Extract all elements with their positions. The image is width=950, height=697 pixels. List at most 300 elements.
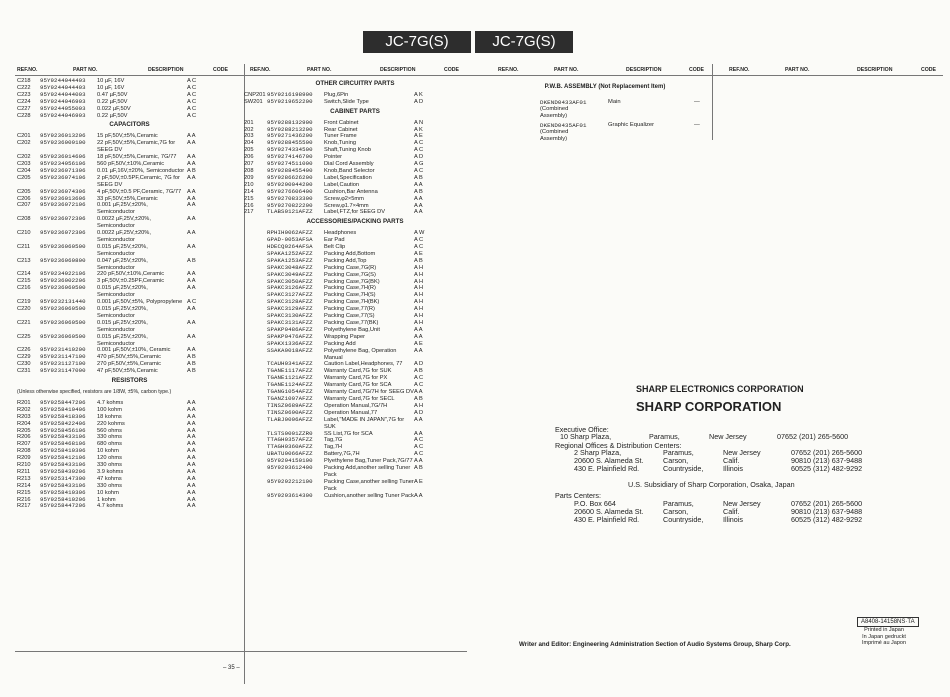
code: — bbox=[694, 122, 700, 128]
code: A C bbox=[414, 244, 424, 251]
address-field: New Jersey bbox=[723, 499, 761, 508]
code: A B bbox=[414, 368, 423, 375]
description: 0.015 µF,25V,±20%, Semiconductor bbox=[97, 333, 148, 347]
address-field: Calif. bbox=[723, 456, 740, 466]
ref-no: C215 bbox=[17, 278, 31, 285]
description: Switch,Slide Type bbox=[324, 98, 369, 105]
subsidiary-note: U.S. Subsidiary of Sharp Corporation, Osaka, Japan bbox=[628, 480, 795, 489]
description: Packing Case,77(S) bbox=[324, 313, 375, 320]
code: A A bbox=[187, 140, 196, 147]
part-no: 95Y9234922106 bbox=[40, 270, 86, 278]
description: Battery,7G,7H bbox=[324, 451, 360, 458]
ref-no: 209 bbox=[244, 174, 254, 181]
part-no: 95Y9258447206 bbox=[40, 502, 86, 510]
address-line bbox=[574, 516, 862, 524]
ref-no: C221 bbox=[17, 319, 31, 326]
ref-no: R204 bbox=[17, 420, 31, 427]
description: Plyethylene Bag,Tuner Pack,7G/77 bbox=[324, 458, 413, 465]
address-field: (213) 637-9488 bbox=[813, 456, 863, 466]
address-field: (201) 265-5600 bbox=[813, 448, 863, 457]
ref-no bbox=[244, 334, 267, 341]
ref-no: C222 bbox=[17, 84, 31, 91]
code: A A bbox=[187, 188, 196, 195]
part-no: SPAKA1253AFZZ bbox=[267, 256, 313, 264]
description: Operation Manual,7G/7H bbox=[324, 402, 388, 409]
description: Packing Case,7H(S) bbox=[324, 292, 376, 299]
description: 3 pF,50V,±0.25PF,Ceramic bbox=[97, 278, 165, 285]
ref-no: 204 bbox=[244, 140, 254, 147]
pwb-row bbox=[498, 122, 712, 143]
pwb-part bbox=[540, 122, 596, 143]
code: A B bbox=[187, 361, 196, 368]
part-no: 95Y9244046903 bbox=[40, 111, 86, 119]
part-no: SPAKP0486AFZZ bbox=[267, 325, 313, 333]
ref-no bbox=[244, 237, 267, 244]
description: Knob,Tuning bbox=[324, 140, 357, 147]
part-no: 95Y9258410306 bbox=[40, 447, 86, 455]
ref-no: C205 bbox=[17, 174, 31, 181]
code: A H bbox=[414, 313, 424, 320]
code: A C bbox=[414, 140, 424, 147]
part-no: 95Y9244044003 bbox=[40, 90, 86, 98]
part-no: SPAKC3050AFZZ bbox=[267, 277, 313, 285]
address-field: 60525 bbox=[791, 464, 811, 474]
ref-no bbox=[244, 341, 267, 348]
code: A A bbox=[187, 462, 196, 469]
code: A E bbox=[414, 250, 423, 257]
ref-no: C229 bbox=[17, 354, 31, 361]
part-no: 95Y9231147000 bbox=[40, 367, 86, 375]
part-no: 95Y9236060500 bbox=[40, 242, 86, 250]
table-row bbox=[244, 99, 466, 106]
part-no: 95Y9292212100 bbox=[267, 477, 313, 485]
table-row bbox=[17, 320, 242, 334]
code: A D bbox=[414, 361, 424, 368]
description: 10 µF, 16V bbox=[97, 78, 125, 84]
part-no: 95Y9271436200 bbox=[267, 132, 313, 140]
address-field: Illinois bbox=[723, 464, 743, 474]
code: A C bbox=[414, 237, 424, 244]
ref-no bbox=[244, 230, 267, 237]
address-line bbox=[560, 432, 848, 441]
part-no: 95Y9290044200 bbox=[267, 180, 313, 188]
description: Front Cabinet bbox=[324, 119, 359, 126]
description: Warranty Card,7G for SCA bbox=[324, 382, 392, 389]
code: A C bbox=[187, 112, 197, 119]
description: Dial Cord Assembly bbox=[324, 161, 374, 168]
description: 470 pF,50V,±5%,Ceramic bbox=[97, 354, 161, 361]
code: A A bbox=[187, 503, 196, 510]
code: A A bbox=[187, 230, 196, 237]
address-field: 430 E. Plainfield Rd. bbox=[574, 464, 640, 474]
col-header-ref: REF.NO. bbox=[729, 67, 750, 73]
code: A A bbox=[187, 347, 196, 354]
description: Plug,6Pin bbox=[324, 91, 349, 98]
description: Cushion,another selling Tuner Pack bbox=[324, 492, 414, 499]
description: 18 pF,50V,±5%,Ceramic, 7G/77 bbox=[97, 154, 177, 161]
description: Packing Add,Top bbox=[324, 257, 367, 264]
address-line bbox=[574, 465, 862, 473]
description: Polyethylene Bag,Unit bbox=[324, 326, 380, 333]
part-no: 95Y9236060500 bbox=[40, 318, 86, 326]
ref-no: R202 bbox=[17, 406, 31, 413]
code: A A bbox=[414, 416, 423, 423]
part-no: 95Y9236074306 bbox=[40, 187, 86, 195]
ref-no bbox=[244, 292, 267, 299]
description: 18 kohms bbox=[97, 413, 122, 420]
ref-no bbox=[244, 327, 267, 334]
pwb-part bbox=[540, 99, 596, 120]
ref-no bbox=[244, 306, 267, 313]
part-no: SPAKX1336AFZZ bbox=[267, 339, 313, 347]
table-row bbox=[17, 113, 242, 120]
part-no: 95Y9234956106 bbox=[40, 159, 86, 167]
ref-no: C214 bbox=[17, 271, 31, 278]
combined-note: (Combined Assembly) bbox=[540, 106, 569, 119]
code: A A bbox=[187, 399, 196, 406]
code: A E bbox=[414, 478, 423, 485]
address-field: (312) 482-9292 bbox=[813, 515, 863, 525]
part-no: 95Y9288213200 bbox=[267, 125, 313, 133]
table-row bbox=[17, 230, 242, 244]
address-field: (213) 637-9488 bbox=[813, 507, 863, 517]
ref-no bbox=[244, 251, 267, 258]
table-row bbox=[244, 209, 466, 216]
address-field: Paramus, bbox=[649, 432, 680, 441]
address-field: 20600 S. Alameda St. bbox=[574, 456, 644, 466]
ref-no: C219 bbox=[17, 299, 31, 306]
ref-no: 206 bbox=[244, 154, 254, 161]
description: 2 pF,50V,±0.5PF,Ceramic, 7G for SEEG DV bbox=[97, 174, 180, 188]
description: Warranty Card,7G for SUK bbox=[324, 368, 392, 375]
part-no: 95Y9231127100 bbox=[40, 360, 86, 368]
description: Label,FTZ,for SEEG DV bbox=[324, 209, 386, 216]
description: Main bbox=[608, 99, 621, 105]
code: A C bbox=[414, 444, 424, 451]
ref-no bbox=[244, 244, 267, 251]
table-row bbox=[17, 216, 242, 230]
description: 0.47 µF,50V bbox=[97, 91, 128, 98]
code: A H bbox=[414, 285, 424, 292]
ref-no: R208 bbox=[17, 448, 31, 455]
address-field: Carson, bbox=[663, 456, 689, 466]
ref-no: R207 bbox=[17, 441, 31, 448]
ref-no: C224 bbox=[17, 98, 31, 105]
parts-centers-addresses bbox=[0, 500, 862, 525]
ref-no bbox=[244, 299, 267, 306]
description: Graphic Equalizer bbox=[608, 122, 655, 128]
ref-no: C213 bbox=[17, 257, 31, 264]
code: A A bbox=[414, 492, 423, 499]
code: A A bbox=[414, 389, 423, 396]
description: 0.01 µF,16V,±20%, Semiconductor bbox=[97, 167, 185, 174]
address-field: Countryside, bbox=[663, 464, 704, 474]
ref-no bbox=[244, 320, 267, 327]
ref-no: R211 bbox=[17, 468, 31, 475]
part-no: 95Y9236071306 bbox=[40, 166, 86, 174]
bottom-rule bbox=[15, 651, 467, 652]
ref-no: 216 bbox=[244, 202, 254, 209]
code: A B bbox=[414, 465, 423, 472]
table-row bbox=[17, 244, 242, 258]
ref-no bbox=[244, 396, 267, 403]
regional-offices-addresses bbox=[0, 449, 862, 474]
code: A C bbox=[187, 78, 197, 84]
pwb-section bbox=[498, 84, 712, 145]
address-field: (201) 265-5600 bbox=[799, 432, 849, 441]
table-row bbox=[17, 140, 242, 154]
ref-no: C204 bbox=[17, 167, 31, 174]
ref-no: 202 bbox=[244, 126, 254, 133]
col-header-ref: REF.NO. bbox=[498, 67, 519, 73]
ref-no: 207 bbox=[244, 161, 254, 168]
column-divider bbox=[712, 64, 713, 140]
code: A H bbox=[414, 278, 424, 285]
combined-note: (Combined Assembly) bbox=[540, 129, 569, 142]
description: 33 pF,50V,±5%,Ceramic bbox=[97, 195, 158, 202]
description: 270 pF,50V,±5%,Ceramic bbox=[97, 361, 161, 368]
page-number: – 35 – bbox=[223, 665, 240, 671]
ref-no: C218 bbox=[17, 78, 31, 84]
description: Packing Case,7G(BK) bbox=[324, 278, 380, 285]
part-no: SPAKC3048AFZZ bbox=[267, 263, 313, 271]
section-heading: ACCESSORIES/PACKING PARTS bbox=[306, 218, 404, 226]
description: 0.22 µF,50V bbox=[97, 112, 128, 119]
ref-no: C226 bbox=[17, 347, 31, 354]
code: A E bbox=[414, 340, 423, 347]
col-header-desc: DESCRIPTION bbox=[148, 67, 184, 73]
code: A E bbox=[414, 133, 423, 140]
code: A C bbox=[187, 105, 197, 112]
ref-no bbox=[244, 313, 267, 320]
address-field: 2 Sharp Plaza, bbox=[574, 448, 622, 457]
code: A H bbox=[414, 271, 424, 278]
address-field: (312) 482-9292 bbox=[813, 464, 863, 474]
description: 0.0022 µF,25V,±20%, Semiconductor bbox=[97, 230, 151, 243]
pwb-title: P.W.B. ASSEMBLY (Not Replacement Item) bbox=[544, 84, 666, 90]
part-no: 95Y9236013206 bbox=[40, 132, 86, 140]
code: A C bbox=[414, 147, 424, 154]
part-no: 95Y9293614300 bbox=[267, 491, 313, 499]
part-no: 95Y9258456106 bbox=[40, 426, 86, 434]
code: A A bbox=[187, 174, 196, 181]
description: 100 kohm bbox=[97, 406, 122, 413]
description: Warranty Card,7G/7H for SEEG DV bbox=[324, 389, 414, 396]
part-no: 95Y9236074106 bbox=[40, 173, 86, 181]
ref-no: 205 bbox=[244, 147, 254, 154]
header-rule bbox=[15, 75, 943, 76]
description: 330 ohms bbox=[97, 462, 122, 469]
address-field: 20600 S. Alameda St. bbox=[574, 507, 644, 517]
ref-no: R215 bbox=[17, 489, 31, 496]
ref-no: 201 bbox=[244, 119, 254, 126]
ref-no: C228 bbox=[17, 112, 31, 119]
part-no: TLABJ0006AFZZ bbox=[267, 415, 313, 423]
code: A G bbox=[414, 161, 424, 168]
ref-no: C207 bbox=[17, 202, 31, 209]
col-header-part: PART NO. bbox=[307, 67, 332, 73]
part-no: SPAKC3126AFZZ bbox=[267, 284, 313, 292]
ref-no: 210 bbox=[244, 181, 254, 188]
code: A B bbox=[187, 257, 196, 264]
address-field: 07652 bbox=[791, 499, 811, 508]
ref-no: C203 bbox=[17, 160, 31, 167]
ref-no bbox=[244, 479, 267, 493]
code: A H bbox=[414, 264, 424, 271]
col-header-code: CODE bbox=[921, 67, 936, 73]
description: SS List,7G for SCA bbox=[324, 430, 373, 437]
part-no: 95Y9236009100 bbox=[40, 139, 86, 147]
description: Screw,φ1.7×4mm bbox=[324, 202, 369, 209]
description: Packing Case,77(R) bbox=[324, 306, 375, 313]
code: A A bbox=[187, 448, 196, 455]
description: 47 kohms bbox=[97, 475, 122, 482]
ref-no bbox=[244, 348, 267, 362]
code: A A bbox=[187, 306, 196, 312]
code: A A bbox=[187, 133, 196, 140]
address-field: New Jersey bbox=[709, 432, 747, 441]
part-no: TGANE1121AFZZ bbox=[267, 374, 313, 382]
col-header-desc: DESCRIPTION bbox=[626, 67, 662, 73]
description: 3.9 kohms bbox=[97, 468, 124, 475]
address-field: P.O. Box 664 bbox=[574, 499, 616, 508]
description: Polyethylene Bag, Operation Manual bbox=[324, 347, 397, 361]
code: A A bbox=[187, 496, 196, 503]
part-no: 95Y9270822200 bbox=[267, 201, 313, 209]
document-code: A8408-14158NS·TA bbox=[857, 617, 919, 627]
ref-no: R214 bbox=[17, 482, 31, 489]
code: A C bbox=[414, 437, 424, 444]
part-no: 95Y9236060500 bbox=[40, 284, 86, 292]
part-no: 95Y9258422406 bbox=[40, 419, 86, 427]
ref-no: C231 bbox=[17, 368, 31, 375]
part-no: 95Y9232131440 bbox=[40, 298, 86, 306]
part-no: DKEND0433AF01 bbox=[540, 99, 587, 106]
description: Label,Specification bbox=[324, 174, 372, 181]
section-heading: CAPACITORS bbox=[109, 121, 150, 129]
ref-no bbox=[244, 410, 267, 417]
code: A A bbox=[414, 326, 423, 333]
code: A H bbox=[414, 306, 424, 313]
part-no: TTAGH0360AFZZ bbox=[267, 443, 313, 451]
part-no: TINSZ0690AFZZ bbox=[267, 408, 313, 416]
col-header-code: CODE bbox=[444, 67, 459, 73]
ref-no: C210 bbox=[17, 230, 31, 237]
address-field: 07652 bbox=[777, 432, 797, 441]
table-row bbox=[17, 306, 242, 320]
description: 1 kohm bbox=[97, 496, 116, 503]
ref-no: R201 bbox=[17, 399, 31, 406]
description: 4.7 kohms bbox=[97, 399, 124, 406]
part-no: TGANZ1007AFZZ bbox=[267, 394, 313, 402]
code: A A bbox=[187, 285, 196, 292]
ref-no bbox=[244, 285, 267, 292]
table-row bbox=[17, 334, 242, 348]
part-no: UBATU0066AFZZ bbox=[267, 450, 313, 458]
code: A A bbox=[187, 271, 196, 278]
ref-no: C223 bbox=[17, 91, 31, 98]
description: Packing Case,another selling Tuner Pack bbox=[324, 478, 414, 492]
part-no: 95Y9244046903 bbox=[40, 97, 86, 105]
section-heading: RESISTORS bbox=[111, 377, 148, 385]
col-header-ref: REF.NO. bbox=[17, 67, 38, 73]
part-no: 95Y9231147100 bbox=[40, 353, 86, 361]
part-no: 95Y9244044403 bbox=[40, 77, 86, 84]
ref-no: C201 bbox=[17, 133, 31, 140]
pwb-row bbox=[498, 99, 712, 120]
part-no: TLSTS0001ZZR0 bbox=[267, 429, 313, 437]
ref-no: 217 bbox=[244, 209, 254, 216]
description: 0.22 µF,50V bbox=[97, 98, 128, 105]
code: A A bbox=[187, 420, 196, 427]
ref-no: C230 bbox=[17, 361, 31, 368]
table-row bbox=[244, 479, 466, 493]
part-no: 95Y9274511000 bbox=[267, 160, 313, 168]
description: 22 pF,50V,±5%,Ceramic,7G for SEEG DV bbox=[97, 140, 176, 154]
code: A C bbox=[187, 299, 197, 306]
ref-no: R213 bbox=[17, 475, 31, 482]
part-no: 95Y9258410306 bbox=[40, 488, 86, 496]
part-no: SPAKA1252AFZZ bbox=[267, 249, 313, 257]
ref-no: C220 bbox=[17, 306, 31, 312]
part-no: 95Y9258433106 bbox=[40, 433, 86, 441]
part-no: 95Y9231410200 bbox=[40, 346, 86, 354]
description: Packing Case,7G(S) bbox=[324, 271, 376, 278]
part-no: 95Y9236014606 bbox=[40, 153, 86, 161]
code: A A bbox=[187, 413, 196, 420]
code: A B bbox=[414, 188, 423, 195]
description: 330 ohms bbox=[97, 434, 122, 441]
part-no: 95Y9270833300 bbox=[267, 194, 313, 202]
part-no: 95Y9258468106 bbox=[40, 440, 86, 448]
exec-office-label: Executive Office: bbox=[555, 425, 609, 434]
section-note: (Unless otherwise specified, resistors are 1/8W, ±5%, carbon type.) bbox=[17, 388, 172, 395]
part-no: 95Y9236072306 bbox=[40, 229, 86, 237]
part-no: 95Y9253147300 bbox=[40, 474, 86, 482]
printed-line: In Japan gedruckt bbox=[862, 633, 906, 640]
code: A A bbox=[414, 333, 423, 340]
description: Label,Caution bbox=[324, 181, 360, 188]
part-no: 95Y9236060500 bbox=[40, 332, 86, 340]
ref-no: C216 bbox=[17, 285, 31, 292]
description: Warranty Card,7G for SECL bbox=[324, 395, 395, 402]
description: Packing Add,Bottom bbox=[324, 250, 376, 257]
part-no: TGANG1054AFZZ bbox=[267, 388, 313, 396]
description: Rear Cabinet bbox=[324, 126, 358, 133]
description: 0.015 µF,25V,±20%, Semiconductor bbox=[97, 285, 148, 299]
part-no: TINSZ0689AFZZ bbox=[267, 401, 313, 409]
code: A C bbox=[414, 382, 424, 389]
part-no: TLABS0121AFZZ bbox=[267, 208, 313, 216]
code: A A bbox=[187, 195, 196, 202]
code: — bbox=[694, 99, 700, 105]
address-field: (201) 265-5600 bbox=[813, 499, 863, 508]
description: Knob,Band Selector bbox=[324, 167, 375, 174]
code: A A bbox=[187, 489, 196, 496]
description: Packing Case,7H(R) bbox=[324, 285, 376, 292]
part-no: 95Y9258412106 bbox=[40, 454, 86, 462]
part-no: 95Y9274146700 bbox=[267, 153, 313, 161]
description: 560 ohms bbox=[97, 427, 122, 434]
table-row bbox=[244, 493, 466, 500]
address-field: Calif. bbox=[723, 507, 740, 517]
part-no: 95Y9286626200 bbox=[267, 173, 313, 181]
address-field: 90810 bbox=[791, 507, 811, 517]
description: 4 pF,50V,±0.5 PF,Ceramic, 7G/77 bbox=[97, 188, 182, 195]
description: 47 pF,50V,±5%,Ceramic bbox=[97, 368, 158, 375]
col-header-part: PART NO. bbox=[554, 67, 579, 73]
table-row bbox=[244, 417, 466, 431]
